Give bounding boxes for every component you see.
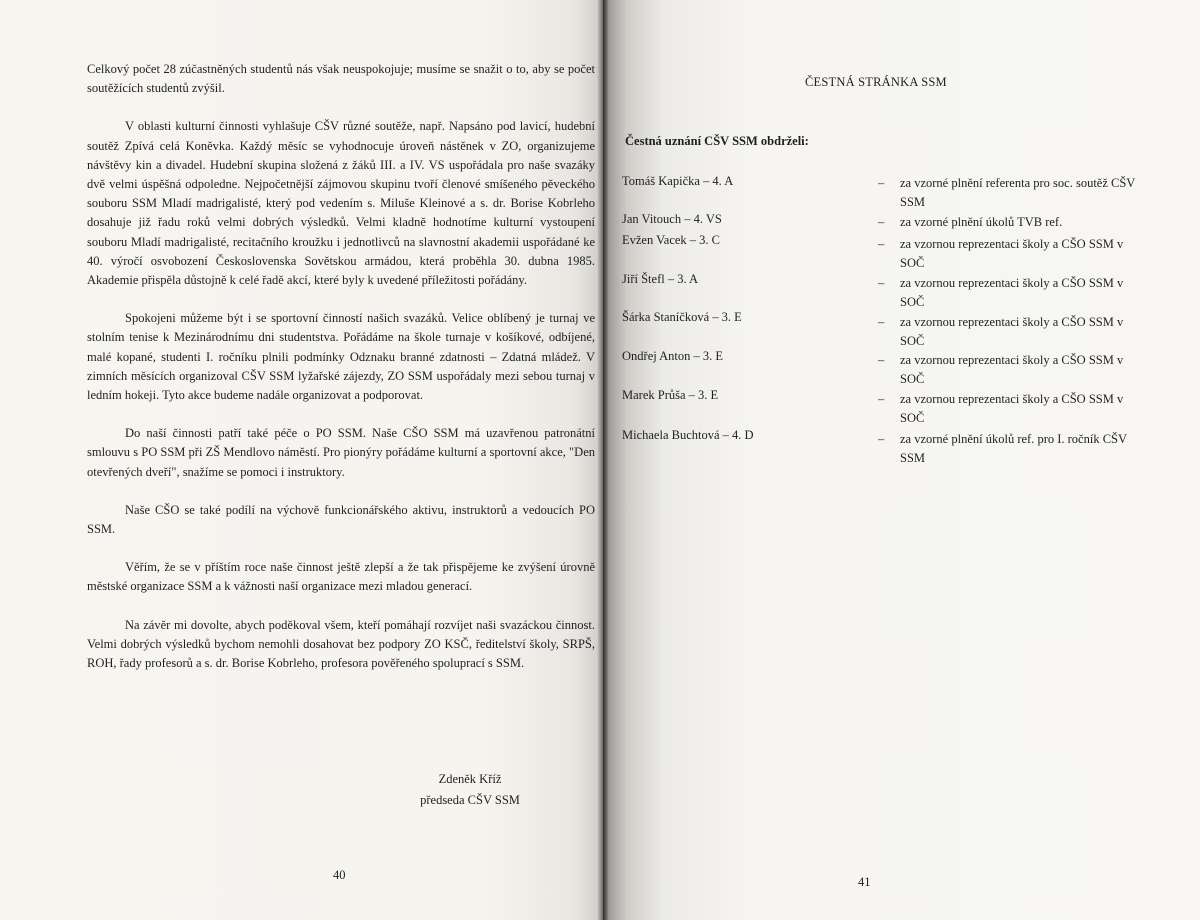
page-title: ČESTNÁ STRÁNKA SSM xyxy=(805,75,947,89)
section-heading: Čestná uznání CŠV SSM obdrželi: xyxy=(625,134,809,148)
paragraph: Věřím, že se v příštím roce naše činnost ještě zlepší a že tak přispějeme ke zvýšení úrovně městské organizace SSM a k vážnosti naší organizace mezi mladou generací. xyxy=(87,560,595,594)
paragraph: Spokojeni můžeme být i se sportovní činností našich svazáků. Velice oblíbený je turnaj ve stolním tenise k Mezinárodnímu dni studentstva. Pořádáme na škole turnaje v košíkové, odbíjené, malé kopané, studenti I. ročníku plnili podmínky Odznaku branné zdatnosti – Zdatná mládež. V zimních měsících organizoval CŠV SSM lyžařské zájezdy, ZO SSM uspořádaly mezi sebou turnaj v ledním hokeji. Tyto akce budeme nadále organizovat a podporovat. xyxy=(87,311,595,403)
award-reason-text: za vzornou reprezentaci školy a CŠO SSM v SOČ xyxy=(900,392,1124,425)
awardee-name: Šárka Staníčková – 3. E xyxy=(622,310,742,324)
award-reason-text: za vzorné plnění úkolů TVB ref. xyxy=(900,215,1063,229)
page-number-right: 41 xyxy=(858,875,871,889)
signature-role: předseda CŠV SSM xyxy=(420,793,520,807)
paragraph: Na závěr mi dovolte, abych poděkoval všem, kteří pomáhají rozvíjet naši svazáckou činnost. Velmi dobrých výsledků bychom nemohli dosahovat bez podpory ZO KSČ, ředitelství školy, SRPŠ, ROH, řady profesorů a s. dr. Borise Kobrleho, profesora pověřeného spoluprací s SSM. xyxy=(87,617,595,671)
award-reason-text: za vzorné plnění úkolů ref. pro I. ročník CŠV SSM xyxy=(900,432,1127,465)
list-dash: – xyxy=(878,392,885,406)
paragraph: V oblasti kulturní činnosti vyhlašuje CŠV různé soutěže, např. Napsáno pod lavicí, hudební soutěž Zpívá celá Koněvka. Každý měsíc se vyhodnocuje úroveň nástěnek v ZO, organizujeme návštěvy kin a divadel. Hudební skupina složená z žáků III. a IV. VS uspořádala pro naše svazáky dvě velmi úspěšná odpoledne. Nejpočetnější zájmovou skupinu tvoří členové smíšeného pěveckého souboru SSM Mladí madrigalisté, který pod vedením s. Miluše Kleinové a s. dr. Borise Kobrleho dosahuje již řadu roků velmi dobrých výsledků. Velmi kladně hodnotíme kulturní vystoupení souboru Mladí madrigalisté, recitačního kroužku i jednotlivců na slavnostní akademii uspořádané ke 40. výročí osvobození Československa Sovětskou armádou, která proběhla 30. dubna 1985. Akademie přispěla důstojně k celé řadě akcí, které byly k uvedené příležitosti pořádány. xyxy=(87,119,595,288)
award-reason xyxy=(878,235,1148,273)
list-dash: – xyxy=(878,276,885,290)
award-reason xyxy=(878,174,1148,212)
book-spine-shadow xyxy=(597,0,609,920)
signature-name: Zdeněk Kříž xyxy=(438,772,502,786)
award-reason-text: za vzornou reprezentaci školy a CŠO SSM v SOČ xyxy=(900,237,1124,270)
award-reason-text: za vzornou reprezentaci školy a CŠO SSM v SOČ xyxy=(900,353,1124,386)
award-reason xyxy=(878,430,1148,468)
list-dash: – xyxy=(878,432,885,446)
left-page-body xyxy=(87,60,595,692)
awardee-name: Ondřej Anton – 3. E xyxy=(622,349,724,363)
awardee-name: Marek Průša – 3. E xyxy=(622,388,719,402)
paragraph: Celkový počet 28 zúčastněných studentů nás však neuspokojuje; musíme se snažit o to, aby se počet soutěžících studentů zvýšil. xyxy=(87,62,595,96)
awardee-name: Jiří Štefl – 3. A xyxy=(622,272,699,286)
award-reason xyxy=(878,274,1148,312)
awardee-name: Evžen Vacek – 3. C xyxy=(622,233,721,247)
award-reason xyxy=(878,351,1148,389)
award-reason xyxy=(878,213,1148,232)
award-reason-text: za vzornou reprezentaci školy a CŠO SSM v SOČ xyxy=(900,276,1124,309)
list-dash: – xyxy=(878,237,885,251)
award-reason-text: za vzorné plnění referenta pro soc. soutěž CŠV SSM xyxy=(900,176,1136,209)
award-reason xyxy=(878,313,1148,351)
page-number-left: 40 xyxy=(333,868,346,882)
list-dash: – xyxy=(878,353,885,367)
awardee-name: Michaela Buchtová – 4. D xyxy=(622,428,754,442)
award-reason-text: za vzornou reprezentaci školy a CŠO SSM v SOČ xyxy=(900,315,1124,348)
paragraph: Naše CŠO se také podílí na výchově funkcionářského aktivu, instruktorů a vedoucích PO SSM. xyxy=(87,502,595,537)
list-dash: – xyxy=(878,215,885,229)
signature-block xyxy=(405,769,535,811)
paragraph: Do naší činnosti patří také péče o PO SSM. Naše CŠO SSM má uzavřenou patronátní smlouvu s PO SSM při ZŠ Mendlovo náměstí. Pro pionýry pořádáme kulturní a sportovní akce, "Den otevřených dveří", snažíme se pomoci i instruktory. xyxy=(87,426,595,479)
awardee-name: Jan Vitouch – 4. VS xyxy=(622,212,722,226)
list-dash: – xyxy=(878,176,885,190)
award-reason xyxy=(878,390,1148,428)
list-dash: – xyxy=(878,315,885,329)
awardee-name: Tomáš Kapička – 4. A xyxy=(622,174,734,188)
